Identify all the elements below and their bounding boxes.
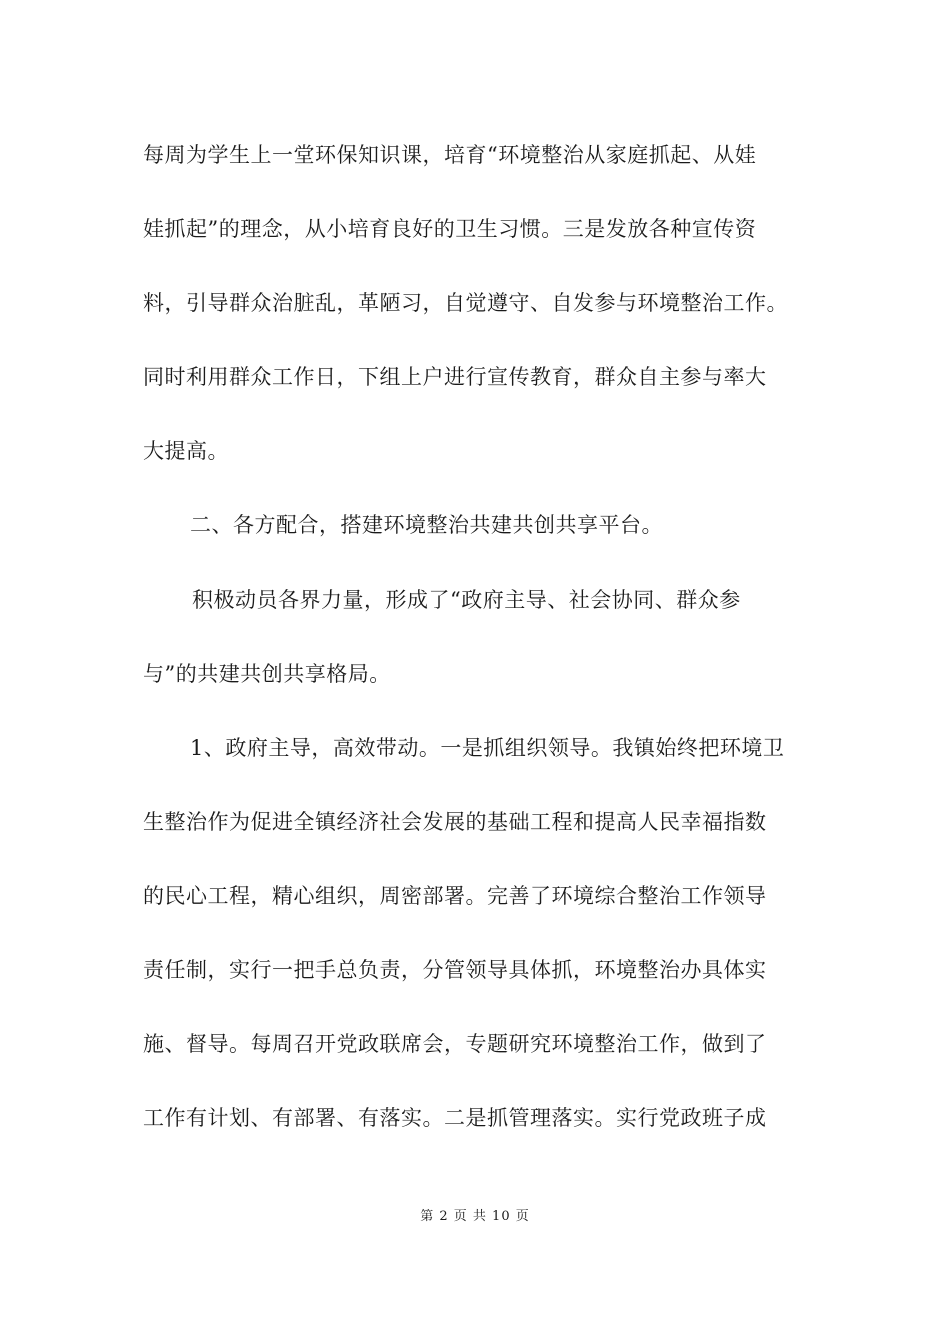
text-line-12: 责任制，实行一把手总负责，分管领导具体抓，环境整治办具体实 — [143, 958, 767, 982]
text-line-3: 料，引导群众治脏乱，革陋习，自觉遵守、自发参与环境整治工作。 — [143, 291, 788, 315]
text-line-7: 积极动员各界力量，形成了“政府主导、社会协同、群众参 — [192, 588, 741, 612]
text-line-4: 同时利用群众工作日，下组上户进行宣传教育，群众自主参与率大 — [143, 365, 767, 389]
text-line-13: 施、督导。每周召开党政联席会，专题研究环境整治工作，做到了 — [143, 1032, 767, 1056]
text-line-8: 与”的共建共创共享格局。 — [143, 662, 391, 686]
page-number-footer: 第 2 页 共 10 页 — [420, 1209, 530, 1224]
text-line-10: 生整治作为促进全镇经济社会发展的基础工程和提高人民幸福指数 — [143, 810, 767, 834]
text-line-14: 工作有计划、有部署、有落实。二是抓管理落实。实行党政班子成 — [143, 1106, 767, 1130]
text-line-11: 的民心工程，精心组织，周密部署。完善了环境综合整治工作领导 — [143, 884, 767, 908]
text-line-5: 大提高。 — [143, 439, 229, 463]
text-line-1: 每周为学生上一堂环保知识课，培育“环境整治从家庭抓起、从娃 — [143, 143, 757, 167]
section-heading: 二、各方配合，搭建环境整治共建共创共享平台。 — [190, 513, 663, 537]
text-line-9: 1、政府主导，高效带动。一是抓组织领导。我镇始终把环境卫 — [190, 736, 785, 760]
text-line-2: 娃抓起”的理念，从小培育良好的卫生习惯。三是发放各种宣传资 — [143, 217, 757, 241]
